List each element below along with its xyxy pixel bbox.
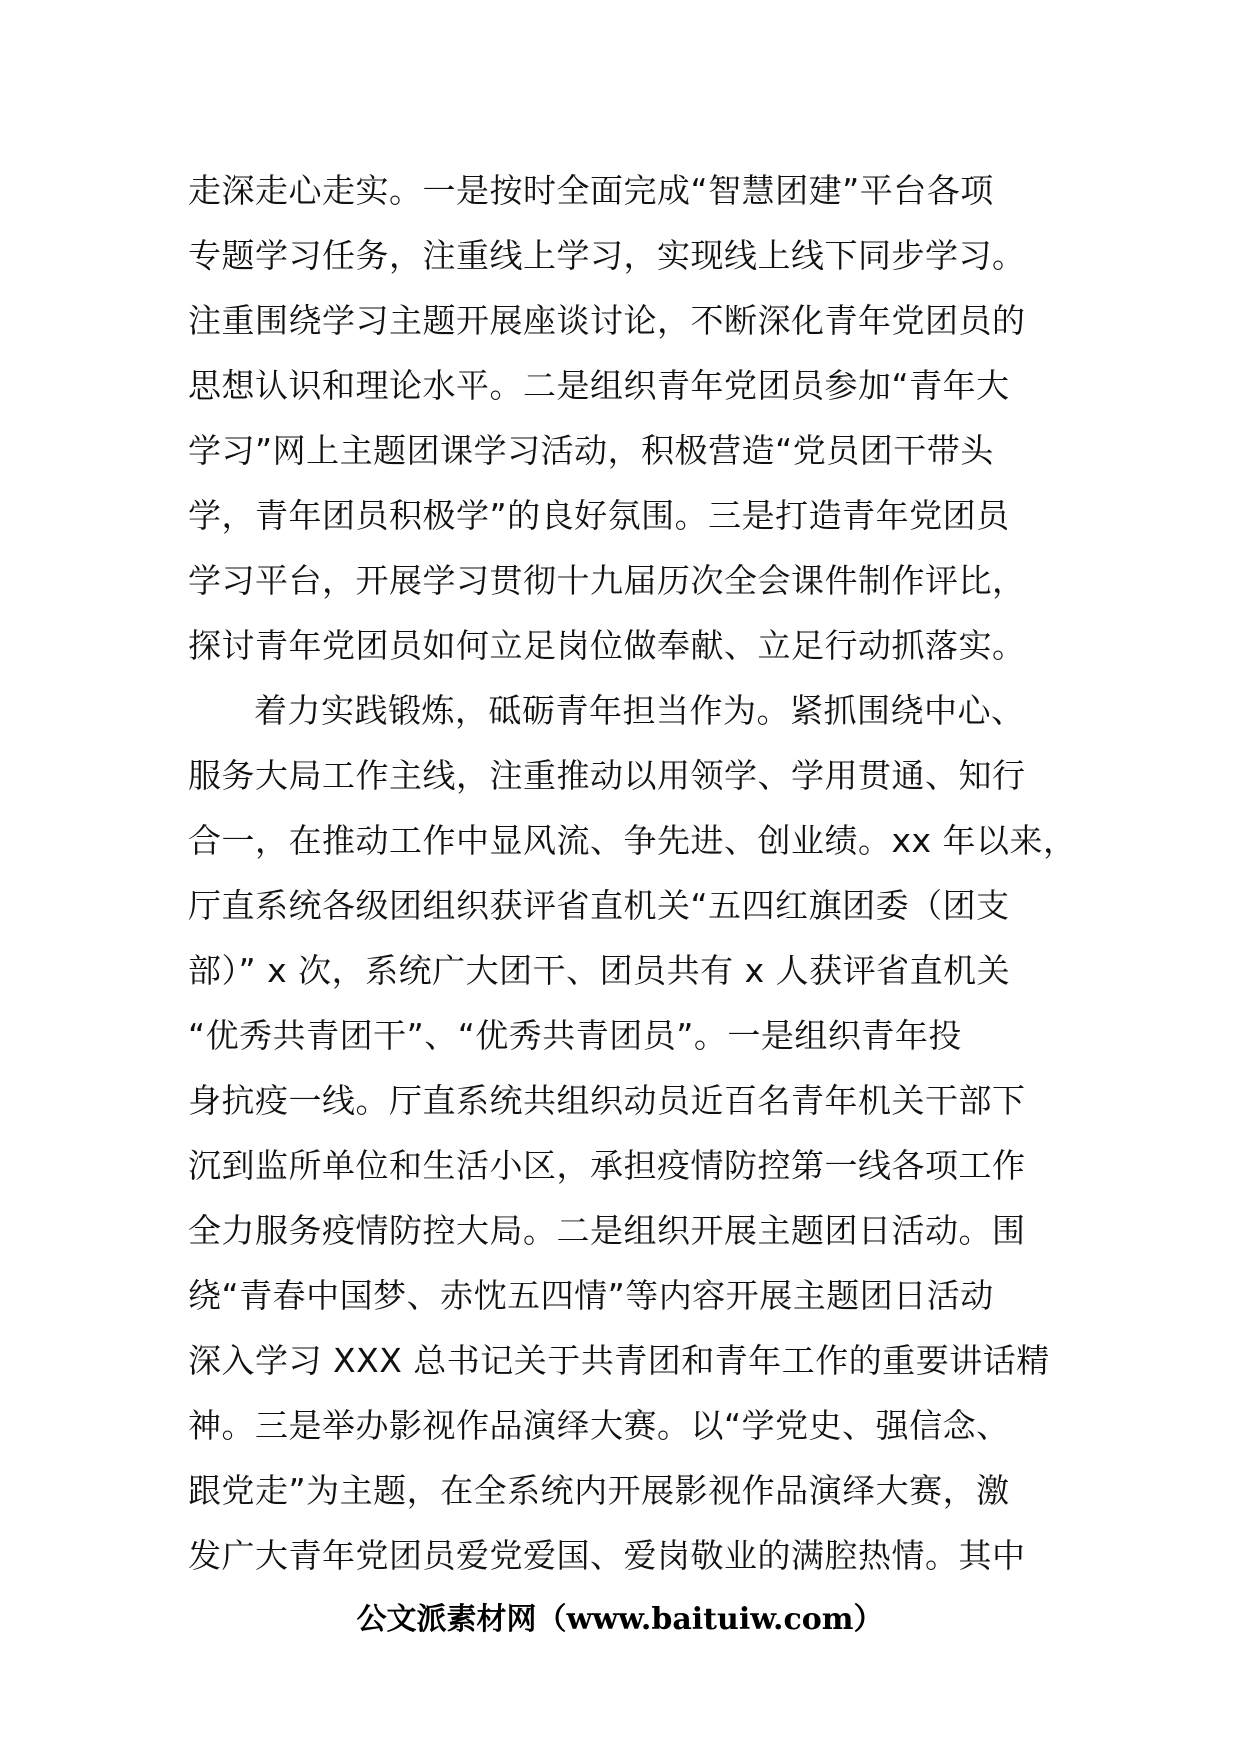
text-line: 沉到监所单位和生活小区，承担疫情防控第一线各项工作 — [188, 1146, 1026, 1185]
text-line: 厅直系统各级团组织获评省直机关“五四红旗团委（团支 — [188, 886, 1010, 925]
text-line: 深入学习 XXX 总书记关于共青团和青年工作的重要讲话精 — [188, 1341, 1050, 1380]
text-line: 全力服务疫情防控大局。二是组织开展主题团日活动。围 — [188, 1211, 1026, 1250]
text-line: 绕“青春中国梦、赤忱五四情”等内容开展主题团日活动 — [188, 1276, 994, 1315]
text-line: 神。三是举办影视作品演绎大赛。以“学党史、强信念、 — [188, 1406, 1010, 1445]
text-line: 注重围绕学习主题开展座谈讨论，不断深化青年党团员的 — [188, 301, 1026, 340]
paragraph-start-line: 着力实践锻炼，砥砺青年担当作为。紧抓围绕中心、 — [254, 691, 1025, 730]
text-line: 发广大青年党团员爱党爱国、爱岗敬业的满腔热情。其中 — [188, 1536, 1026, 1575]
text-line: 服务大局工作主线，注重推动以用领学、学用贯通、知行 — [188, 756, 1026, 795]
text-line: “优秀共青团干”、“优秀共青团员”。一是组织青年投 — [188, 1016, 962, 1055]
text-line: 走深走心走实。一是按时全面完成“智慧团建”平台各项 — [188, 171, 994, 210]
text-line: 部）” x 次，系统广大团干、团员共有 x 人获评省直机关 — [188, 951, 1011, 990]
text-line: 学习平台，开展学习贯彻十九届历次全会课件制作评比， — [188, 561, 1026, 600]
text-line: 跟党走”为主题，在全系统内开展影视作品演绎大赛，激 — [188, 1471, 1010, 1510]
text-line: 专题学习任务，注重线上学习，实现线上线下同步学习。 — [188, 236, 1026, 275]
text-line: 合一，在推动工作中显风流、争先进、创业绩。xx 年以来， — [188, 821, 1077, 860]
text-line: 学，青年团员积极学”的良好氛围。三是打造青年党团员 — [188, 496, 1010, 535]
body-text — [188, 158, 1088, 1588]
text-line: 思想认识和理论水平。二是组织青年党团员参加“青年大 — [188, 366, 1010, 405]
footer-source: 公文派素材网（www.baituiw.com） — [356, 1602, 884, 1637]
text-line: 探讨青年党团员如何立足岗位做奉献、立足行动抓落实。 — [188, 626, 1026, 665]
text-line: 学习”网上主题团课学习活动，积极营造“党员团干带头 — [188, 431, 994, 470]
text-line: 身抗疫一线。厅直系统共组织动员近百名青年机关干部下 — [188, 1081, 1026, 1120]
